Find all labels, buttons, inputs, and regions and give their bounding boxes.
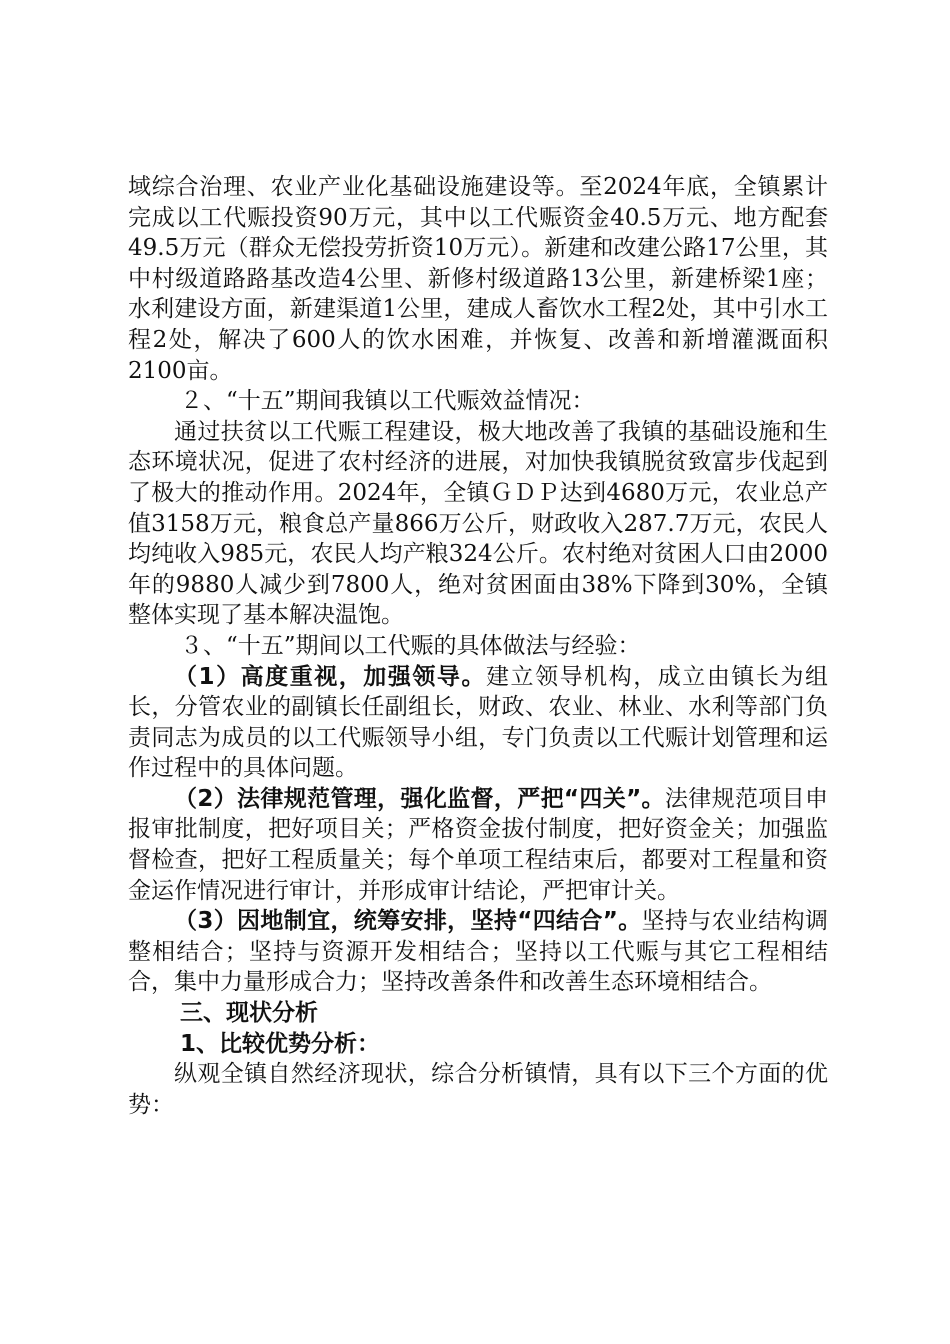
leadership-text: 建立领导机构，成立由镇长为组长，分管农业的副镇长任副组长，财政、农业、林业、水利等部门负责同志为成员的以工代赈领导小组，专门负责以工代赈计划管理和运作过程中的具体问题。 <box>128 663 828 782</box>
combination-text: 坚持与农业结构调整相结合；坚持与资源开发相结合；坚持以工代赈与其它工程相结合，集中力量形成合力；坚持改善条件和改善生态环境相结合。 <box>128 908 829 996</box>
paragraph-leadership <box>128 662 828 784</box>
management-text: 法律规范项目申报审批制度，把好项目关；严格资金拔付制度，把好资金关；加强监督检查，把好工程质量关；每个单项工程结束后，都要对工程量和资金运作情况进行审计，并形成审计结论，严把审计关。 <box>128 785 828 904</box>
leadership-heading: （1）高度重视，加强领导。 <box>174 663 486 690</box>
paragraph-advantages: 纵观全镇自然经济现状，综合分析镇情，具有以下三个方面的优势： <box>128 1061 828 1118</box>
document-page <box>128 172 828 1120</box>
heading-practices: ３、“十五”期间以工代赈的具体做法与经验： <box>180 632 641 659</box>
subheading-advantages: 1、比较优势分析： <box>180 1030 381 1057</box>
paragraph-investment: 域综合治理、农业产业化基础设施建设等。至2024年底，全镇累计完成以工代赈投资90万元，其中以工代赈资金40.5万元、地方配套49.5万元（群众无偿投劳折资10万元）。新建和改建公路17公里，其中村级道路路基改造4公里、新修村级道路13公里，新建桥梁1座；水利建设方面，新建渠道1公里，建成人畜饮水工程2处，其中引水工程2处，解决了600人的饮水困难，并恢复、改善和新增灌溉面积2100亩。 <box>128 174 828 384</box>
section-heading-status: 三、现状分析 <box>180 1000 318 1027</box>
paragraph-combination <box>128 906 828 998</box>
management-heading: （2）法律规范管理，强化监督，严把“四关”。 <box>174 785 665 812</box>
combination-heading: （3）因地制宜，统筹安排，坚持“四结合”。 <box>174 908 642 935</box>
heading-benefits: ２、“十五”期间我镇以工代赈效益情况： <box>180 388 595 415</box>
paragraph-management <box>128 784 828 906</box>
paragraph-benefits: 通过扶贫以工代赈工程建设，极大地改善了我镇的基础设施和生态环境状况，促进了农村经济的进展，对加快我镇脱贫致富步伐起到了极大的推动作用。2024年，全镇ＧＤＰ达到4680万元，农业总产值3158万元，粮食总产量866万公斤，财政收入287.7万元，农民人均纯收入985元，农民人均产粮324公斤。农村绝对贫困人口由2000年的9880人减少到7800人，绝对贫困面由38%下降到30%，全镇整体实现了基本解决温饱。 <box>128 418 828 629</box>
